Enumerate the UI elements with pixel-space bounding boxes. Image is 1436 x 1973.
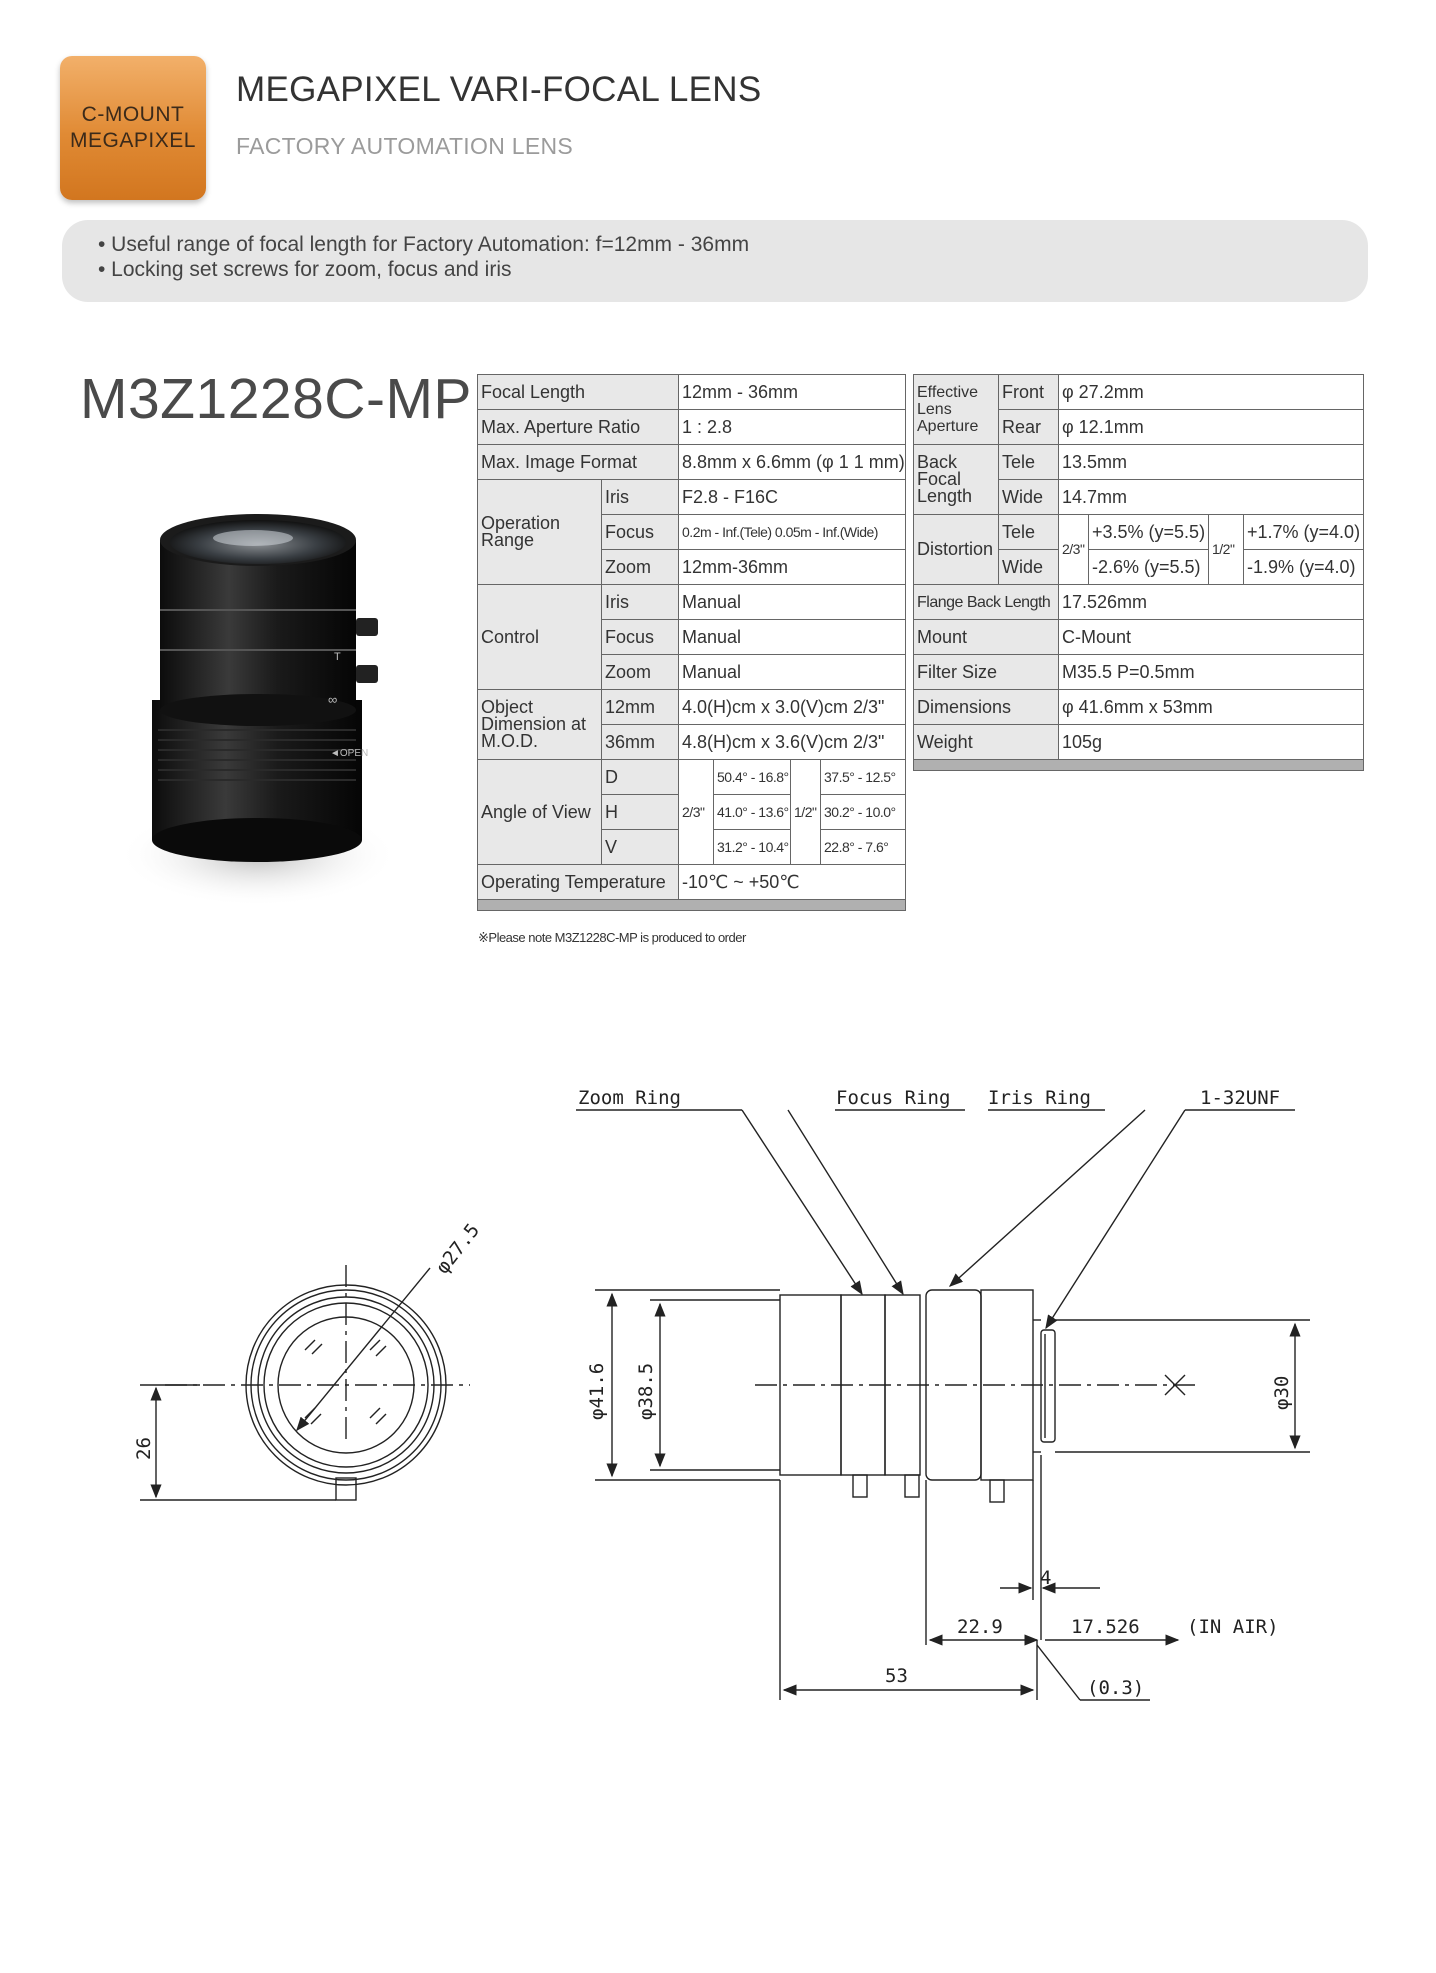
spec-label: Operating Temperature: [478, 865, 679, 900]
thread-label: 1-32UNF: [1200, 1087, 1281, 1109]
spec-label: Back Focal Length: [914, 445, 999, 515]
spec-value: 105g: [1059, 725, 1364, 760]
spec-value: 50.4° - 16.8°: [714, 760, 791, 795]
table-row: [914, 375, 1364, 410]
table-row: [478, 410, 906, 445]
spec-table-left: [477, 374, 906, 911]
table-row: [478, 865, 906, 900]
iris-ring-label: Iris Ring: [988, 1087, 1091, 1109]
table-footer-bar: [478, 900, 906, 911]
feature-box: [62, 220, 1368, 302]
format-label: 2/3": [679, 760, 714, 865]
spec-sublabel: H: [602, 795, 679, 830]
spec-label: Effective Lens Aperture: [914, 375, 999, 445]
spec-label: Filter Size: [914, 655, 1059, 690]
table-row: [914, 445, 1364, 480]
spec-value: 31.2° - 10.4°: [714, 830, 791, 865]
spec-value: M35.5 P=0.5mm: [1059, 655, 1364, 690]
lens-mark-open: ◄OPEN: [330, 748, 369, 759]
spec-value: φ 41.6mm x 53mm: [1059, 690, 1364, 725]
front-diameter-label: φ27.5: [431, 1219, 485, 1279]
feature-item: • Useful range of focal length for Factory Automation: f=12mm - 36mm: [98, 233, 750, 256]
spec-sublabel: Zoom: [602, 655, 679, 690]
spec-value: 8.8mm x 6.6mm (φ 1 1 mm): [679, 445, 906, 480]
spec-value: C-Mount: [1059, 620, 1364, 655]
footer-bar: [914, 760, 1364, 771]
dim-22-9-label: 22.9: [957, 1616, 1003, 1638]
table-row: [914, 690, 1364, 725]
spec-sublabel: 36mm: [602, 725, 679, 760]
spec-value: Manual: [679, 585, 906, 620]
spec-value: φ 12.1mm: [1059, 410, 1364, 445]
spec-value: -1.9% (y=4.0): [1244, 550, 1364, 585]
spec-sublabel: Wide: [999, 480, 1059, 515]
mount-length-label: 4: [1040, 1567, 1052, 1589]
spec-value: +1.7% (y=4.0): [1244, 515, 1364, 550]
spec-value: 4.0(H)cm x 3.0(V)cm 2/3": [679, 690, 906, 725]
spec-sublabel: Wide: [999, 550, 1059, 585]
table-row: [478, 375, 906, 410]
spec-value: 17.526mm: [1059, 585, 1364, 620]
spec-sublabel: 12mm: [602, 690, 679, 725]
spec-sublabel: Zoom: [602, 550, 679, 585]
spec-value: -10℃ ~ +50℃: [679, 865, 906, 900]
mount-badge: [60, 56, 206, 200]
spec-label: Max. Aperture Ratio: [478, 410, 679, 445]
table-row: [478, 445, 906, 480]
spec-value: 30.2° - 10.0°: [821, 795, 906, 830]
table-row: [914, 585, 1364, 620]
table-row: [478, 585, 906, 620]
table-footer-bar: [914, 760, 1364, 771]
feature-item: • Locking set screws for zoom, focus and iris: [98, 258, 512, 281]
spec-sublabel: V: [602, 830, 679, 865]
spec-label: Focal Length: [478, 375, 679, 410]
spec-label: Weight: [914, 725, 1059, 760]
footer-bar: [478, 900, 906, 911]
clearance-label: (0.3): [1087, 1677, 1145, 1699]
spec-sublabel: Focus: [602, 515, 679, 550]
spec-value: 12mm-36mm: [679, 550, 906, 585]
lens-mark-infinity: ∞: [328, 692, 338, 707]
spec-sublabel: Front: [999, 375, 1059, 410]
side-view: [576, 1110, 1310, 1700]
front-view: [140, 1265, 470, 1500]
spec-label: Flange Back Length: [914, 585, 1059, 620]
spec-label: Mount: [914, 620, 1059, 655]
spec-sublabel: Rear: [999, 410, 1059, 445]
format-label: 1/2": [791, 760, 821, 865]
table-row: [914, 620, 1364, 655]
page-title: MEGAPIXEL VARI-FOCAL LENS: [236, 70, 762, 109]
spec-label: Angle of View: [478, 760, 602, 865]
in-air-label: (IN AIR): [1187, 1616, 1279, 1638]
format-label: 2/3": [1059, 515, 1089, 585]
badge-line2: MEGAPIXEL: [70, 129, 196, 152]
page-subtitle: FACTORY AUTOMATION LENS: [236, 133, 574, 159]
flange-back-label: 17.526: [1071, 1616, 1140, 1638]
focus-ring-label: Focus Ring: [836, 1087, 951, 1109]
spec-value: 0.2m - Inf.(Tele) 0.05m - Inf.(Wide): [679, 515, 906, 550]
production-note: ※Please note M3Z1228C-MP is produced to order: [478, 930, 746, 945]
badge-line1: C-MOUNT: [81, 103, 185, 126]
spec-sublabel: Focus: [602, 620, 679, 655]
table-row: [478, 690, 906, 725]
model-number: M3Z1228C-MP: [80, 367, 472, 431]
spec-sublabel: Iris: [602, 585, 679, 620]
spec-value: 4.8(H)cm x 3.6(V)cm 2/3": [679, 725, 906, 760]
spec-value: -2.6% (y=5.5): [1089, 550, 1209, 585]
dimension-drawing: [0, 1020, 1436, 1720]
spec-label: Operation Range: [478, 480, 602, 585]
spec-value: 1 : 2.8: [679, 410, 906, 445]
spec-value: Manual: [679, 620, 906, 655]
table-row: [914, 655, 1364, 690]
spec-value: +3.5% (y=5.5): [1089, 515, 1209, 550]
spec-table-right: [913, 374, 1364, 771]
spec-value: 14.7mm: [1059, 480, 1364, 515]
format-label: 1/2": [1209, 515, 1244, 585]
mount-diameter-label: φ30: [1271, 1375, 1293, 1410]
spec-value: 12mm - 36mm: [679, 375, 906, 410]
total-length-label: 53: [885, 1665, 908, 1687]
spec-value: 41.0° - 13.6°: [714, 795, 791, 830]
lens-mark-t: T: [334, 651, 341, 663]
spec-value: Manual: [679, 655, 906, 690]
spec-label: Object Dimension at M.O.D.: [478, 690, 602, 760]
spec-value: 13.5mm: [1059, 445, 1364, 480]
spec-value: φ 27.2mm: [1059, 375, 1364, 410]
table-row: [478, 480, 906, 515]
spec-label: Dimensions: [914, 690, 1059, 725]
outer-diameter-label: φ41.6: [586, 1362, 608, 1420]
zoom-ring-label: Zoom Ring: [578, 1087, 681, 1109]
spec-label: Control: [478, 585, 602, 690]
lens-photo: [118, 500, 408, 910]
inner-diameter-label: φ38.5: [635, 1362, 657, 1420]
spec-sublabel: Tele: [999, 445, 1059, 480]
spec-value: F2.8 - F16C: [679, 480, 906, 515]
spec-label: Distortion: [914, 515, 999, 585]
spec-value: 37.5° - 12.5°: [821, 760, 906, 795]
spec-sublabel: D: [602, 760, 679, 795]
spec-value: 22.8° - 7.6°: [821, 830, 906, 865]
table-row: [914, 725, 1364, 760]
height-label: 26: [133, 1437, 155, 1460]
table-row: [914, 515, 1364, 550]
spec-label: Max. Image Format: [478, 445, 679, 480]
table-row: [478, 760, 906, 795]
spec-sublabel: Tele: [999, 515, 1059, 550]
spec-sublabel: Iris: [602, 480, 679, 515]
